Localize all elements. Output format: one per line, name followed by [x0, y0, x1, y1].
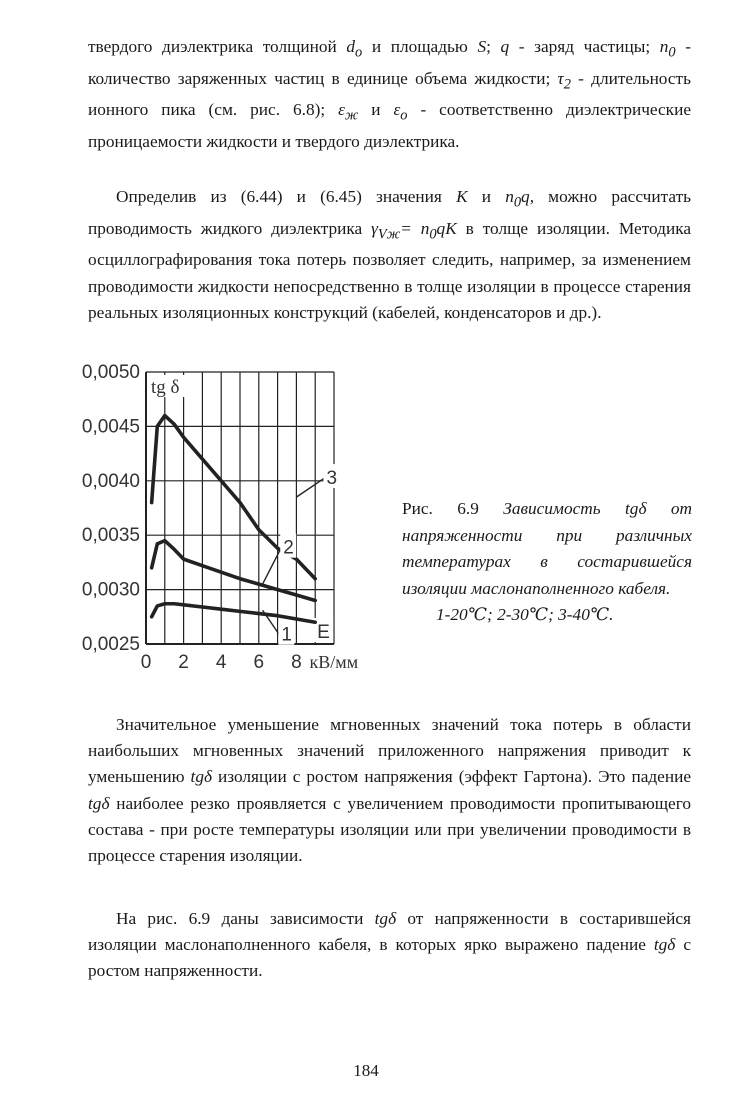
x-axis-unit-label: кВ/мм — [309, 652, 359, 672]
x-tick-label: 0 — [140, 652, 152, 673]
caption-number: Рис. 6.9 — [402, 499, 479, 518]
paragraph-2: Определив из (6.44) и (6.45) значения K и $n_0q$, можно рассчитать проводимость жидкого диэлектрика $\gamma_{Vж}= n_0qK$ в толще изоляции. Методика осциллографирования тока потерь позволяет следить, например, за изменением проводимости жидкости непосредственно в толще изоляции в процессе старения реальных изоляционных конструкций (кабелей, конденсаторов и др.). — [88, 187, 692, 322]
y-tick-label: 0,0045 — [81, 416, 140, 438]
caption-legend: 1-20℃; 2-30℃; 3-40℃. — [436, 605, 614, 624]
series-1-line — [152, 604, 316, 622]
series-3-label: 3 — [326, 468, 338, 490]
paragraph-3: Значительное уменьшение мгновенных значений тока потерь в области наибольших мгновенных значений приложенного напряжения приводит к уменьшению tgδ изоляции с ростом напряжения (эффект Гартона). Это падение tgδ наиболее резко проявляется с увеличением проводимости пропитывающего состава - при росте температуры изоляции или при увеличении проводимости в процессе старения изоляции. — [88, 715, 691, 866]
series-2-label: 2 — [283, 537, 294, 559]
tg-delta-chart — [48, 358, 418, 688]
y-tick-label: 0,0035 — [81, 525, 140, 547]
page-number: 184 — [353, 1061, 379, 1080]
figure-6-9 — [48, 358, 418, 688]
y-tick-label: 0,0050 — [81, 362, 140, 383]
x-axis-symbol-label: E — [317, 622, 330, 643]
y-axis-label: tg δ — [151, 377, 180, 398]
x-tick-label: 4 — [215, 652, 227, 673]
caption-text: Зависимость tgδ от напряженности при различных температурах в состарившейся изоляции маслонаполненного кабеля. — [402, 499, 692, 598]
series-2-leader-line — [263, 548, 282, 584]
paragraph-1: твердого диэлектрика толщиной $d_o$ и площадью S; q - заряд частицы; $n_0$ - количество заряженных частиц в единице объема жидкости; $\tau_2$ - длительность ионного пика (см. рис. 6.8); $\varepsilon_ж$ и $\varepsilon_o$ - соответственно диэлектрические проницаемости жидкости и твердого диэлектрика. — [88, 37, 692, 151]
y-tick-label: 0,0040 — [81, 470, 140, 492]
x-tick-label: 6 — [253, 652, 265, 673]
x-tick-label: 2 — [178, 652, 189, 673]
series-1-label: 1 — [281, 624, 292, 646]
figure-caption — [402, 496, 692, 629]
paragraph-4: На рис. 6.9 даны зависимости tgδ от напряженности в состарившейся изоляции маслонаполненного кабеля, в которых ярко выражено падение tgδ с ростом напряженности. — [88, 909, 692, 981]
x-tick-label: 8 — [291, 652, 302, 673]
y-tick-label: 0,0025 — [81, 634, 140, 655]
y-tick-label: 0,0030 — [81, 579, 140, 601]
